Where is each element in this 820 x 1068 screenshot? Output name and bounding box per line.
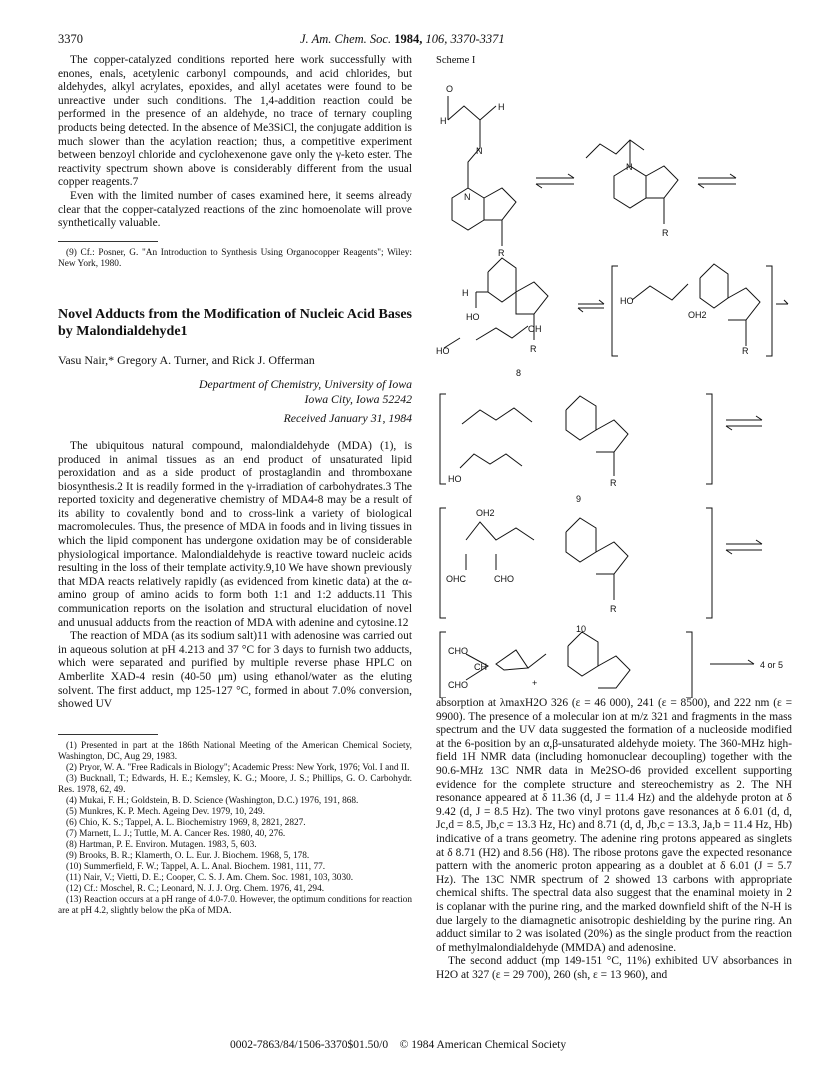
group-ohc: OHC — [446, 573, 466, 584]
right-column-body — [436, 697, 792, 982]
compound-label-9: 9 — [576, 493, 582, 504]
body-paragraph: The second adduct (mp 149-151 °C, 11%) exhibited UV absorbances in H2O at 327 (ε = 29 700), 260 (sh, ε = 13 960), and — [436, 955, 792, 981]
footnote: (1) Presented in part at the 186th National Meeting of the American Chemical Society, Washington, DC, Aug 29, 1983. — [58, 740, 412, 762]
article-authors: Vasu Nair,* Gregory A. Turner, and Rick J. Offerman — [58, 352, 315, 367]
reaction-scheme — [436, 70, 792, 698]
atom-n: N — [464, 191, 471, 202]
body-paragraph: The ubiquitous natural compound, malondialdehyde (MDA) (1), is produced in animal tissues as an end product of unsaturated lipid peroxidation and as a side product of prostaglandin and thromboxane biosynthesis.2 It is readily formed in the γ-irradiation of carbohydrates.3 The reported toxicity and degenerative chemistry of MDA4-8 may be a result of its ability to covalently bond and to cross-link a variety of biological macromolecules. Thus, the presence of MDA in foods and in living tissues in which the lipid component has undergone oxidation may be of considerable physiological importance. Malondialdehyde is reactive toward nucleic acids resulting in the loss of their template activity.9,10 We have shown previously that MDA reacts relatively rapidly (as evidenced from kinetic data) at the α-amino group of amino acids to form both 1:1 and 1:2 adducts.11 This communication reports on the isolation and structural elucidation of novel and unusual adducts from the reaction of MDA with adenine and cytosine.12 — [58, 439, 412, 629]
footnote: (8) Hartman, P. E. Environ. Mutagen. 1983, 5, 603. — [66, 839, 257, 850]
footnote-rule — [58, 734, 158, 735]
atom-o: O — [446, 83, 454, 94]
footnote: (11) Nair, V.; Vietti, D. E.; Cooper, C. S. J. Am. Chem. Soc. 1981, 103, 3030. — [66, 872, 354, 883]
running-header — [300, 32, 505, 47]
previous-article-paragraph: Even with the limited number of cases examined here, it seems already clear that the copper-catalyzed reactions of the zinc homoenolate will prove synthetically valuable. — [58, 189, 412, 230]
footnote-text: (9) Cf.: Posner, G. "An Introduction to Synthesis Using Organocopper Reagents"; Wiley: New York, 1980. — [58, 247, 412, 269]
substituent-r: R — [498, 247, 505, 258]
received-date: Received January 31, 1984 — [283, 411, 412, 426]
substituent-r: R — [610, 603, 617, 614]
footnote: (4) Mukai, F. H.; Goldstein, B. D. Science (Washington, D.C.) 1976, 191, 868. — [66, 795, 359, 806]
journal-name: J. Am. Chem. Soc. — [300, 32, 392, 46]
footnote: (9) Brooks, B. R.; Klamerth, O. L. Eur. J. Biochem. 1968, 5, 178. — [66, 850, 310, 861]
footnote-rule — [58, 241, 158, 242]
footnote: (2) Pryor, W. A. "Free Radicals in Biology"; Academic Press: New York, 1976; Vol. I and II. — [66, 762, 410, 773]
footnote: (13) Reaction occurs at a pH range of 4.0-7.0. However, the optimum conditions for reaction are at pH 4.2, slightly below the pKa of MDA. — [58, 894, 412, 916]
page-number: 3370 — [58, 32, 83, 46]
atom-oh2: OH2 — [476, 507, 495, 518]
atom-ho: HO — [448, 473, 462, 484]
footnote: (6) Chio, K. S.; Tappel, A. L. Biochemistry 1969, 8, 2821, 2827. — [66, 817, 306, 828]
footnote-list — [58, 741, 412, 917]
group-cho: CHO — [448, 679, 468, 690]
compound-label-10: 10 — [576, 623, 587, 634]
left-column — [58, 54, 412, 917]
substituent-r: R — [610, 477, 617, 488]
copyright: © 1984 American Chemical Society — [399, 1039, 567, 1051]
atom-n: N — [476, 145, 483, 156]
atom-ho: HO — [620, 295, 634, 306]
affiliation-city: Iowa City, Iowa 52242 — [304, 391, 412, 406]
atom-oh2: OH2 — [688, 309, 707, 320]
previous-article-footnote — [58, 248, 412, 270]
group-cho: CHO — [494, 573, 514, 584]
atom-h: H — [440, 115, 447, 126]
article-code: 0002-7863/84/1506-3370$01.50/0 — [230, 1039, 389, 1051]
atom-h: H — [462, 287, 469, 298]
group-ch: CH — [474, 661, 487, 672]
page-footer — [230, 1039, 566, 1051]
journal-pages: 3370-3371 — [450, 32, 505, 46]
article-title: Novel Adducts from the Modification of Nucleic Acid Bases by Malondialdehyde1 — [58, 306, 412, 339]
atom-h: H — [498, 101, 505, 112]
atom-ho: HO — [436, 345, 450, 356]
affiliation — [58, 377, 412, 406]
compound-label-8: 8 — [516, 367, 522, 378]
footnote: (5) Munkres, K. P. Mech. Ageing Dev. 1979, 10, 249. — [66, 806, 266, 817]
right-column — [436, 54, 792, 698]
group-cho: CHO — [448, 645, 468, 656]
footnote: (3) Bucknall, T.; Edwards, H. E.; Kemsley, K. G.; Moore, J. S.; Phillips, G. O. Carbohydr. Res. 1978, 62, 49. — [58, 773, 412, 795]
substituent-r: R — [662, 227, 669, 238]
cation-charge: + — [532, 677, 538, 688]
footnote: (12) Cf.: Moschel, R. C.; Leonard, N. J. J. Org. Chem. 1976, 41, 294. — [66, 883, 325, 894]
body-paragraph: absorption at λmaxH2O 326 (ε = 46 000), 241 (ε = 8500), and 222 nm (ε = 9900). The presence of a molecular ion at m/z 321 and fragments in the mass spectrum and the UV data suggested the formation of a nucleoside modified at the 6-position by an α,β-unsaturated aldehyde moiety. The 360-MHz high-field 1H NMR data (including homonuclear decoupling) together with the 90.6-MHz 13C NMR data in Me2SO-d6 provided excellent supporting evidence for the complete structure and stereochemistry as 2. The NH resonance appeared at δ 11.36 (d, J = 11.4 Hz) and the aldehyde proton at δ 9.42 (d, J = 8.5 Hz). The two vinyl protons gave resonances at δ 6.01 (d, d, Jc,d = 8.5, Jb,c = 13.3 Hz, Hc) and 8.71 (d, d, Jb,c = 13.3, Ja,b = 11.4 Hz, Hb) indicative of a trans geometry. The adenine ring protons appeared as singlets at δ 8.71 (H2) and 8.56 (H8). The ribose protons gave the expected resonance pattern with the anomeric proton appearing as a doublet at δ 6.01 (J = 5.7 Hz). The 13C NMR spectrum of 2 showed 13 carbons with appropriate chemical shifts. The spectral data also suggest that the enaminal moiety in 2 is coplanar with the purine ring, and the marked downfield shift of the N-H is due largely to the diamagnetic anisotropic deshielding by the purine ring. An adduct similar to 2 was isolated (20%) as the single product from the reaction of methylmalondialdehyde (MMDA) and adenosine. — [436, 697, 792, 954]
atom-oh: OH — [528, 323, 542, 334]
journal-volume: 106, — [425, 32, 448, 46]
previous-article-paragraph: The copper-catalyzed conditions reported here work successfully with enones, enals, acetylenic carbonyl compounds, and acid chlorides, but aldehydes, alkyl acrylates, epoxides, and allyl acetates were found to be unreactive under such conditions. The 1,4-addition reaction could be performed in the presence of an aldehyde, no trace of ternary coupling products being detected. In the absence of Me3SiCl, the conjugate addition is much slower than the acylation reaction; thus, a competitive experiment between benzoyl chloride and cyclohexenone gave only the γ-keto ester. The reactivity spectrum shown above is considerably different from the usual copper reagents.7 — [58, 54, 412, 189]
atom-ho: HO — [466, 311, 480, 322]
footnote: (10) Summerfield, F. W.; Tappel, A. L. Anal. Biochem. 1981, 111, 77. — [66, 861, 326, 872]
affiliation-department: Department of Chemistry, University of Iowa — [199, 377, 412, 392]
body-paragraph: The reaction of MDA (as its sodium salt)11 with adenosine was carried out in aqueous solution at pH 4.213 and 37 °C for 3 days to furnish two adducts, which were separated and purified by multiple reverse phase HPLC on Amberlite XAD-4 resin (40-50 μm) using ethanol/water as the eluting solvent. The first adduct, mp 125-127 °C, formed in about 7.0% conversion, showed UV — [58, 630, 412, 711]
substituent-r: R — [742, 345, 749, 356]
scheme-label: Scheme I — [436, 55, 476, 66]
journal-year: 1984, — [394, 32, 423, 46]
substituent-r: R — [530, 343, 537, 354]
atom-n: N — [626, 161, 633, 172]
footnotes — [58, 734, 412, 917]
footnote: (7) Marnett, L. J.; Tuttle, M. A. Cancer Res. 1980, 40, 276. — [66, 828, 286, 839]
product-label: 4 or 5 — [760, 659, 784, 670]
